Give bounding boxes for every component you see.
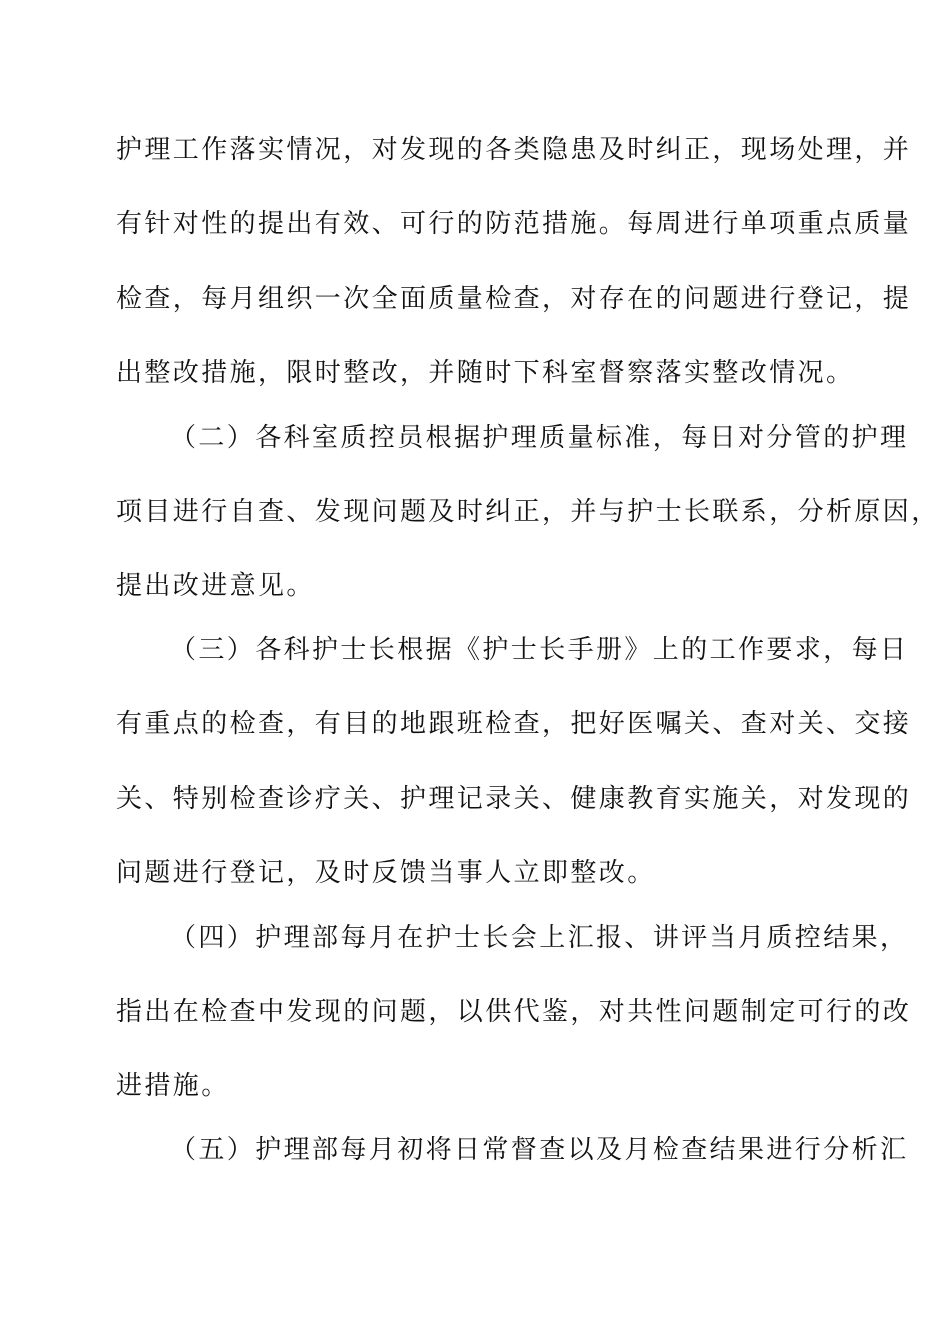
text-line: 出整改措施，限时整改，并随时下科室督察落实整改情况。	[116, 358, 855, 388]
text-line: 问题进行登记，及时反馈当事人立即整改。	[116, 858, 656, 888]
text-line: 指出在检查中发现的问题，以供代鉴，对共性问题制定可行的改	[116, 997, 912, 1027]
text-line: 有重点的检查，有目的地跟班检查，把好医嘱关、查对关、交接	[116, 709, 912, 739]
paragraph-start-line: （四）护理部每月在护士长会上汇报、讲评当月质控结果，	[170, 923, 909, 953]
paragraph-start-line: （三）各科护士长根据《护士长手册》上的工作要求，每日	[170, 635, 909, 665]
text-line: 护理工作落实情况，对发现的各类隐患及时纠正，现场处理，并	[116, 135, 912, 165]
paragraph-start-line: （五）护理部每月初将日常督查以及月检查结果进行分析汇	[170, 1135, 909, 1165]
text-line: 提出改进意见。	[116, 571, 315, 601]
text-line: 有针对性的提出有效、可行的防范措施。每周进行单项重点质量	[116, 209, 912, 239]
text-line: 关、特别检查诊疗关、护理记录关、健康教育实施关，对发现的	[116, 784, 912, 814]
text-line: 项目进行自查、发现问题及时纠正，并与护士长联系，分析原因，	[116, 497, 940, 527]
text-line: 进措施。	[116, 1071, 230, 1101]
paragraph-start-line: （二）各科室质控员根据护理质量标准，每日对分管的护理	[170, 423, 909, 453]
text-line: 检查，每月组织一次全面质量检查，对存在的问题进行登记，提	[116, 284, 912, 314]
